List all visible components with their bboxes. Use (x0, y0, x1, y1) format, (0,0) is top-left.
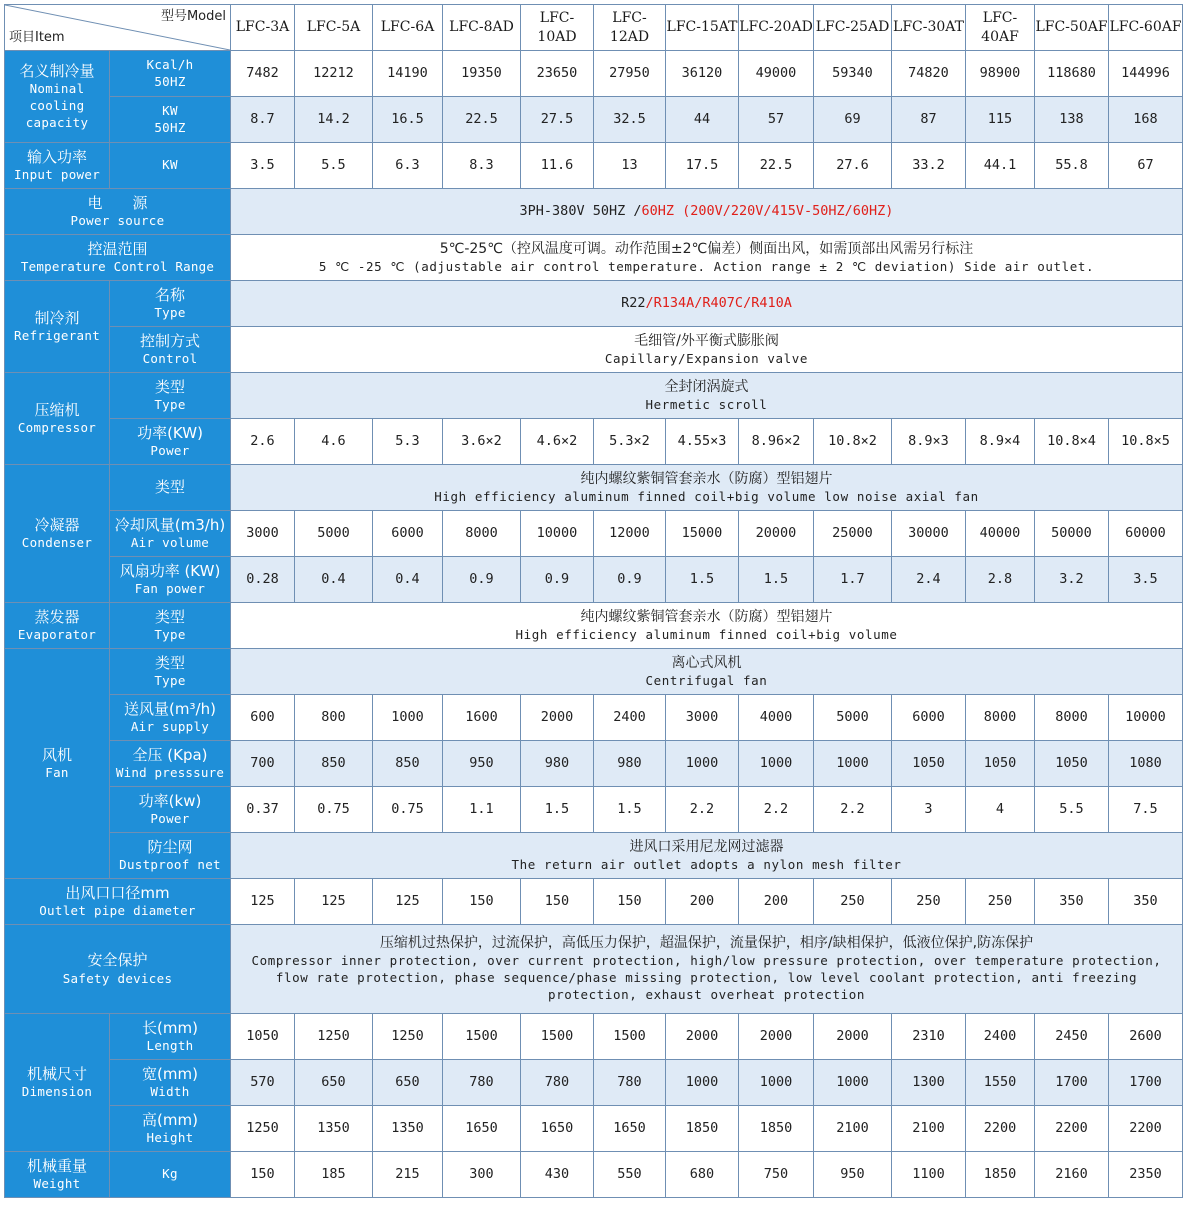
height-cell: 1650 (594, 1106, 666, 1152)
condenser-fan-row (5, 557, 1183, 603)
width-cell: 1700 (1035, 1060, 1109, 1106)
condenser-fan-cell: 0.4 (295, 557, 373, 603)
refrigerant-label: 制冷剂 Refrigerant (5, 281, 110, 373)
model-header-cell: LFC-10AD (521, 5, 594, 51)
fan-power-cell: 5.5 (1035, 787, 1109, 833)
input-power-cell: 5.5 (295, 143, 373, 189)
fan-pressure-row (5, 741, 1183, 787)
compressor-power-cell: 3.6×2 (443, 419, 521, 465)
evaporator-type-value: 纯内螺纹紫铜管套亲水（防腐）型铝翅片 High efficiency aluminum finned coil+big volume (231, 603, 1183, 649)
fan-supply-cell: 8000 (966, 695, 1035, 741)
fan-dust-label: 防尘网 Dustproof net (110, 833, 231, 879)
width-cell: 1000 (739, 1060, 814, 1106)
outlet-cell: 150 (521, 879, 594, 925)
condenser-fan-cell: 0.9 (594, 557, 666, 603)
weight-cell: 1100 (892, 1152, 966, 1198)
outlet-cell: 150 (594, 879, 666, 925)
condenser-fan-cell: 0.9 (521, 557, 594, 603)
fan-supply-cell: 1000 (373, 695, 443, 741)
compressor-type-label: 类型 Type (110, 373, 231, 419)
fan-pressure-cell: 1050 (892, 741, 966, 787)
cooling-kw-cell: 32.5 (594, 97, 666, 143)
fan-pressure-cell: 850 (295, 741, 373, 787)
condenser-air-label: 冷却风量(m3/h) Air volume (110, 511, 231, 557)
fan-pressure-cell: 850 (373, 741, 443, 787)
cooling-kcal-cell: 118680 (1035, 51, 1109, 97)
input-power-cell: 44.1 (966, 143, 1035, 189)
dimension-height-row (5, 1106, 1183, 1152)
cooling-kcal-cell: 14190 (373, 51, 443, 97)
cooling-kcal-cell: 144996 (1109, 51, 1183, 97)
model-label: 型号Model (160, 9, 226, 24)
fan-power-label: 功率(kw) Power (110, 787, 231, 833)
cooling-kw-cell: 69 (814, 97, 892, 143)
fan-pressure-cell: 980 (594, 741, 666, 787)
width-cell: 1000 (814, 1060, 892, 1106)
refrigerant-control-value: 毛细管/外平衡式膨胀阀 Capillary/Expansion valve (231, 327, 1183, 373)
compressor-power-cell: 8.9×3 (892, 419, 966, 465)
fan-label: 风机 Fan (5, 649, 110, 879)
model-header-cell: LFC-50AF (1035, 5, 1109, 51)
fan-pressure-cell: 1050 (966, 741, 1035, 787)
condenser-fan-cell: 2.8 (966, 557, 1035, 603)
power-source-value: 3PH-380V 50HZ /60HZ (200V/220V/415V-50HZ/60HZ) (231, 189, 1183, 235)
length-cell: 1050 (231, 1014, 295, 1060)
cooling-kw-cell: 44 (666, 97, 739, 143)
outlet-cell: 250 (892, 879, 966, 925)
refrigerant-type-label: 名称 Type (110, 281, 231, 327)
condenser-air-row (5, 511, 1183, 557)
cooling-kcal-cell: 27950 (594, 51, 666, 97)
compressor-power-cell: 10.8×4 (1035, 419, 1109, 465)
weight-label: 机械重量 Weight (5, 1152, 110, 1198)
model-header-cell: LFC-20AD (739, 5, 814, 51)
width-cell: 650 (373, 1060, 443, 1106)
fan-supply-row (5, 695, 1183, 741)
refrigerant-type-value: R22/R134A/R407C/R410A (231, 281, 1183, 327)
length-cell: 1500 (443, 1014, 521, 1060)
fan-supply-cell: 1600 (443, 695, 521, 741)
compressor-power-row (5, 419, 1183, 465)
input-power-row (5, 143, 1183, 189)
condenser-fan-cell: 0.28 (231, 557, 295, 603)
compressor-power-cell: 2.6 (231, 419, 295, 465)
model-header-cell: LFC-30AT (892, 5, 966, 51)
model-header-cell: LFC-3A (231, 5, 295, 51)
condenser-fan-cell: 2.4 (892, 557, 966, 603)
power-source-row (5, 189, 1183, 235)
weight-cell: 430 (521, 1152, 594, 1198)
weight-cell: 1850 (966, 1152, 1035, 1198)
evaporator-row (5, 603, 1183, 649)
weight-cell: 215 (373, 1152, 443, 1198)
condenser-type-row (5, 465, 1183, 511)
safety-label: 安全保护 Safety devices (5, 925, 231, 1014)
condenser-air-cell: 15000 (666, 511, 739, 557)
length-cell: 1500 (594, 1014, 666, 1060)
fan-supply-cell: 800 (295, 695, 373, 741)
model-header-cell: LFC-12AD (594, 5, 666, 51)
model-header-cell: LFC-8AD (443, 5, 521, 51)
cooling-kcal-cell: 59340 (814, 51, 892, 97)
outlet-row (5, 879, 1183, 925)
refrigerant-control-row (5, 327, 1183, 373)
length-cell: 2000 (814, 1014, 892, 1060)
cooling-kcal-cell: 49000 (739, 51, 814, 97)
fan-pressure-cell: 1050 (1035, 741, 1109, 787)
fan-power-cell: 1.1 (443, 787, 521, 833)
condenser-fan-cell: 1.5 (666, 557, 739, 603)
length-cell: 2450 (1035, 1014, 1109, 1060)
fan-pressure-cell: 1000 (814, 741, 892, 787)
compressor-power-label: 功率(KW) Power (110, 419, 231, 465)
temp-control-row (5, 235, 1183, 281)
compressor-power-cell: 5.3 (373, 419, 443, 465)
input-power-unit: KW (110, 143, 231, 189)
fan-pressure-cell: 980 (521, 741, 594, 787)
outlet-cell: 125 (231, 879, 295, 925)
condenser-air-cell: 20000 (739, 511, 814, 557)
header-corner-cell (5, 5, 231, 51)
height-cell: 1250 (231, 1106, 295, 1152)
width-cell: 1700 (1109, 1060, 1183, 1106)
fan-power-cell: 0.37 (231, 787, 295, 833)
height-cell: 2200 (966, 1106, 1035, 1152)
compressor-power-cell: 10.8×2 (814, 419, 892, 465)
compressor-label: 压缩机 Compressor (5, 373, 110, 465)
outlet-cell: 150 (443, 879, 521, 925)
fan-power-cell: 3 (892, 787, 966, 833)
input-power-cell: 67 (1109, 143, 1183, 189)
height-cell: 1650 (443, 1106, 521, 1152)
cooling-kw-cell: 22.5 (443, 97, 521, 143)
height-cell: 1350 (373, 1106, 443, 1152)
kw-unit: KW 50HZ (110, 97, 231, 143)
fan-power-cell: 0.75 (295, 787, 373, 833)
cooling-kw-cell: 168 (1109, 97, 1183, 143)
condenser-fan-label: 风扇功率 (KW) Fan power (110, 557, 231, 603)
compressor-type-value: 全封闭涡旋式 Hermetic scroll (231, 373, 1183, 419)
width-cell: 650 (295, 1060, 373, 1106)
outlet-cell: 250 (966, 879, 1035, 925)
fan-pressure-cell: 1080 (1109, 741, 1183, 787)
height-cell: 2200 (1035, 1106, 1109, 1152)
dimension-length-row (5, 1014, 1183, 1060)
fan-supply-cell: 2400 (594, 695, 666, 741)
weight-cell: 300 (443, 1152, 521, 1198)
model-header-cell: LFC-25AD (814, 5, 892, 51)
weight-cell: 150 (231, 1152, 295, 1198)
dimension-label: 机械尺寸 Dimension (5, 1014, 110, 1152)
input-power-cell: 17.5 (666, 143, 739, 189)
cooling-kcal-cell: 7482 (231, 51, 295, 97)
model-header-cell: LFC-60AF (1109, 5, 1183, 51)
input-power-cell: 27.6 (814, 143, 892, 189)
width-cell: 780 (443, 1060, 521, 1106)
input-power-cell: 33.2 (892, 143, 966, 189)
width-cell: 1550 (966, 1060, 1035, 1106)
input-power-label: 输入功率 Input power (5, 143, 110, 189)
condenser-type-value: 纯内螺纹紫铜管套亲水（防腐）型铝翅片 High efficiency aluminum finned coil+big volume low noise axial fan (231, 465, 1183, 511)
cooling-kcal-cell: 23650 (521, 51, 594, 97)
fan-pressure-cell: 1000 (739, 741, 814, 787)
width-cell: 1000 (666, 1060, 739, 1106)
input-power-cell: 3.5 (231, 143, 295, 189)
model-header-cell: LFC-15AT (666, 5, 739, 51)
model-header-cell: LFC-6A (373, 5, 443, 51)
length-cell: 2400 (966, 1014, 1035, 1060)
fan-type-value: 离心式风机 Centrifugal fan (231, 649, 1183, 695)
weight-cell: 750 (739, 1152, 814, 1198)
fan-supply-cell: 4000 (739, 695, 814, 741)
spec-table (4, 4, 1183, 1198)
outlet-cell: 250 (814, 879, 892, 925)
length-cell: 1500 (521, 1014, 594, 1060)
cooling-kcal-cell: 36120 (666, 51, 739, 97)
fan-supply-cell: 6000 (892, 695, 966, 741)
weight-row (5, 1152, 1183, 1198)
compressor-power-cell: 4.6 (295, 419, 373, 465)
fan-dust-row (5, 833, 1183, 879)
fan-pressure-cell: 700 (231, 741, 295, 787)
condenser-fan-cell: 0.9 (443, 557, 521, 603)
length-label: 长(mm) Length (110, 1014, 231, 1060)
compressor-power-cell: 5.3×2 (594, 419, 666, 465)
cooling-kw-cell: 27.5 (521, 97, 594, 143)
refrigerant-type-row (5, 281, 1183, 327)
fan-pressure-label: 全压 (Kpa) Wind presssure (110, 741, 231, 787)
length-cell: 1250 (295, 1014, 373, 1060)
fan-supply-cell: 8000 (1035, 695, 1109, 741)
fan-pressure-cell: 1000 (666, 741, 739, 787)
kcal-unit: Kcal/h 50HZ (110, 51, 231, 97)
width-cell: 570 (231, 1060, 295, 1106)
input-power-cell: 13 (594, 143, 666, 189)
outlet-cell: 125 (295, 879, 373, 925)
condenser-fan-cell: 3.5 (1109, 557, 1183, 603)
outlet-cell: 200 (739, 879, 814, 925)
condenser-type-label: 类型 (110, 465, 231, 511)
outlet-cell: 200 (666, 879, 739, 925)
fan-dust-value: 进风口采用尼龙网过滤器 The return air outlet adopts a nylon mesh filter (231, 833, 1183, 879)
dimension-width-row (5, 1060, 1183, 1106)
height-cell: 1850 (739, 1106, 814, 1152)
safety-value: 压缩机过热保护，过流保护，高低压力保护，超温保护，流量保护，相序/缺相保护，低液位保护,防冻保护 Compressor inner protection, over current protection, high/low pressure protection, over temperature protection, flow rate protection, phase sequence/phase missing protection, low level coolant protection, anti freezing protection, exhaust overheat protection (231, 925, 1183, 1014)
weight-cell: 680 (666, 1152, 739, 1198)
height-cell: 2200 (1109, 1106, 1183, 1152)
compressor-power-cell: 10.8×5 (1109, 419, 1183, 465)
cooling-kw-cell: 14.2 (295, 97, 373, 143)
model-header-cell: LFC-5A (295, 5, 373, 51)
safety-row (5, 925, 1183, 1014)
cooling-kw-cell: 87 (892, 97, 966, 143)
weight-cell: 950 (814, 1152, 892, 1198)
input-power-cell: 6.3 (373, 143, 443, 189)
header-row (5, 5, 1183, 51)
evaporator-label: 蒸发器 Evaporator (5, 603, 110, 649)
compressor-type-row (5, 373, 1183, 419)
cooling-label: 名义制冷量 Nominal cooling capacity (5, 51, 110, 143)
fan-supply-cell: 2000 (521, 695, 594, 741)
length-cell: 1250 (373, 1014, 443, 1060)
condenser-air-cell: 5000 (295, 511, 373, 557)
compressor-power-cell: 4.55×3 (666, 419, 739, 465)
outlet-label: 出风口口径mm Outlet pipe diameter (5, 879, 231, 925)
cooling-kcal-cell: 98900 (966, 51, 1035, 97)
cooling-kcal-row (5, 51, 1183, 97)
input-power-cell: 22.5 (739, 143, 814, 189)
weight-cell: 2160 (1035, 1152, 1109, 1198)
fan-power-cell: 2.2 (739, 787, 814, 833)
cooling-kcal-cell: 74820 (892, 51, 966, 97)
temp-control-value: 5℃-25℃（控风温度可调。动作范围±2℃偏差）侧面出风，如需顶部出风需另行标注 5 ℃ -25 ℃ (adjustable air control temperature. Action range ± 2 ℃ deviation) Side air outlet. (231, 235, 1183, 281)
input-power-cell: 8.3 (443, 143, 521, 189)
evaporator-type-label: 类型 Type (110, 603, 231, 649)
width-cell: 1300 (892, 1060, 966, 1106)
condenser-fan-cell: 0.4 (373, 557, 443, 603)
compressor-power-cell: 8.96×2 (739, 419, 814, 465)
cooling-kw-cell: 16.5 (373, 97, 443, 143)
weight-unit: Kg (110, 1152, 231, 1198)
input-power-cell: 55.8 (1035, 143, 1109, 189)
cooling-kw-cell: 115 (966, 97, 1035, 143)
model-header-cell: LFC-40AF (966, 5, 1035, 51)
fan-type-row (5, 649, 1183, 695)
condenser-fan-cell: 1.5 (739, 557, 814, 603)
cooling-kw-row (5, 97, 1183, 143)
fan-supply-cell: 600 (231, 695, 295, 741)
condenser-air-cell: 8000 (443, 511, 521, 557)
fan-supply-cell: 10000 (1109, 695, 1183, 741)
weight-cell: 550 (594, 1152, 666, 1198)
cooling-kw-cell: 57 (739, 97, 814, 143)
height-label: 高(mm) Height (110, 1106, 231, 1152)
compressor-power-cell: 8.9×4 (966, 419, 1035, 465)
fan-power-row (5, 787, 1183, 833)
length-cell: 2310 (892, 1014, 966, 1060)
fan-type-label: 类型 Type (110, 649, 231, 695)
fan-power-cell: 1.5 (594, 787, 666, 833)
length-cell: 2000 (739, 1014, 814, 1060)
condenser-air-cell: 6000 (373, 511, 443, 557)
cooling-kw-cell: 8.7 (231, 97, 295, 143)
fan-power-cell: 7.5 (1109, 787, 1183, 833)
height-cell: 2100 (892, 1106, 966, 1152)
condenser-air-cell: 25000 (814, 511, 892, 557)
height-cell: 2100 (814, 1106, 892, 1152)
cooling-kw-cell: 138 (1035, 97, 1109, 143)
outlet-cell: 350 (1035, 879, 1109, 925)
weight-cell: 2350 (1109, 1152, 1183, 1198)
width-cell: 780 (521, 1060, 594, 1106)
height-cell: 1350 (295, 1106, 373, 1152)
condenser-air-cell: 40000 (966, 511, 1035, 557)
weight-cell: 185 (295, 1152, 373, 1198)
temp-control-label: 控温范围 Temperature Control Range (5, 235, 231, 281)
fan-pressure-cell: 950 (443, 741, 521, 787)
outlet-cell: 125 (373, 879, 443, 925)
condenser-air-cell: 12000 (594, 511, 666, 557)
fan-power-cell: 2.2 (814, 787, 892, 833)
condenser-fan-cell: 3.2 (1035, 557, 1109, 603)
condenser-air-cell: 60000 (1109, 511, 1183, 557)
item-label: 项目Item (9, 30, 65, 46)
outlet-cell: 350 (1109, 879, 1183, 925)
width-label: 宽(mm) Width (110, 1060, 231, 1106)
condenser-air-cell: 50000 (1035, 511, 1109, 557)
fan-supply-label: 送风量(m³/h) Air supply (110, 695, 231, 741)
condenser-label: 冷凝器 Condenser (5, 465, 110, 603)
condenser-air-cell: 3000 (231, 511, 295, 557)
length-cell: 2600 (1109, 1014, 1183, 1060)
power-source-label: 电 源 Power source (5, 189, 231, 235)
width-cell: 780 (594, 1060, 666, 1106)
refrigerant-control-label: 控制方式 Control (110, 327, 231, 373)
condenser-fan-cell: 1.7 (814, 557, 892, 603)
compressor-power-cell: 4.6×2 (521, 419, 594, 465)
condenser-air-cell: 10000 (521, 511, 594, 557)
condenser-air-cell: 30000 (892, 511, 966, 557)
fan-power-cell: 0.75 (373, 787, 443, 833)
input-power-cell: 11.6 (521, 143, 594, 189)
length-cell: 2000 (666, 1014, 739, 1060)
fan-power-cell: 2.2 (666, 787, 739, 833)
fan-power-cell: 4 (966, 787, 1035, 833)
cooling-kcal-cell: 12212 (295, 51, 373, 97)
height-cell: 1650 (521, 1106, 594, 1152)
fan-supply-cell: 3000 (666, 695, 739, 741)
height-cell: 1850 (666, 1106, 739, 1152)
cooling-kcal-cell: 19350 (443, 51, 521, 97)
fan-power-cell: 1.5 (521, 787, 594, 833)
fan-supply-cell: 5000 (814, 695, 892, 741)
